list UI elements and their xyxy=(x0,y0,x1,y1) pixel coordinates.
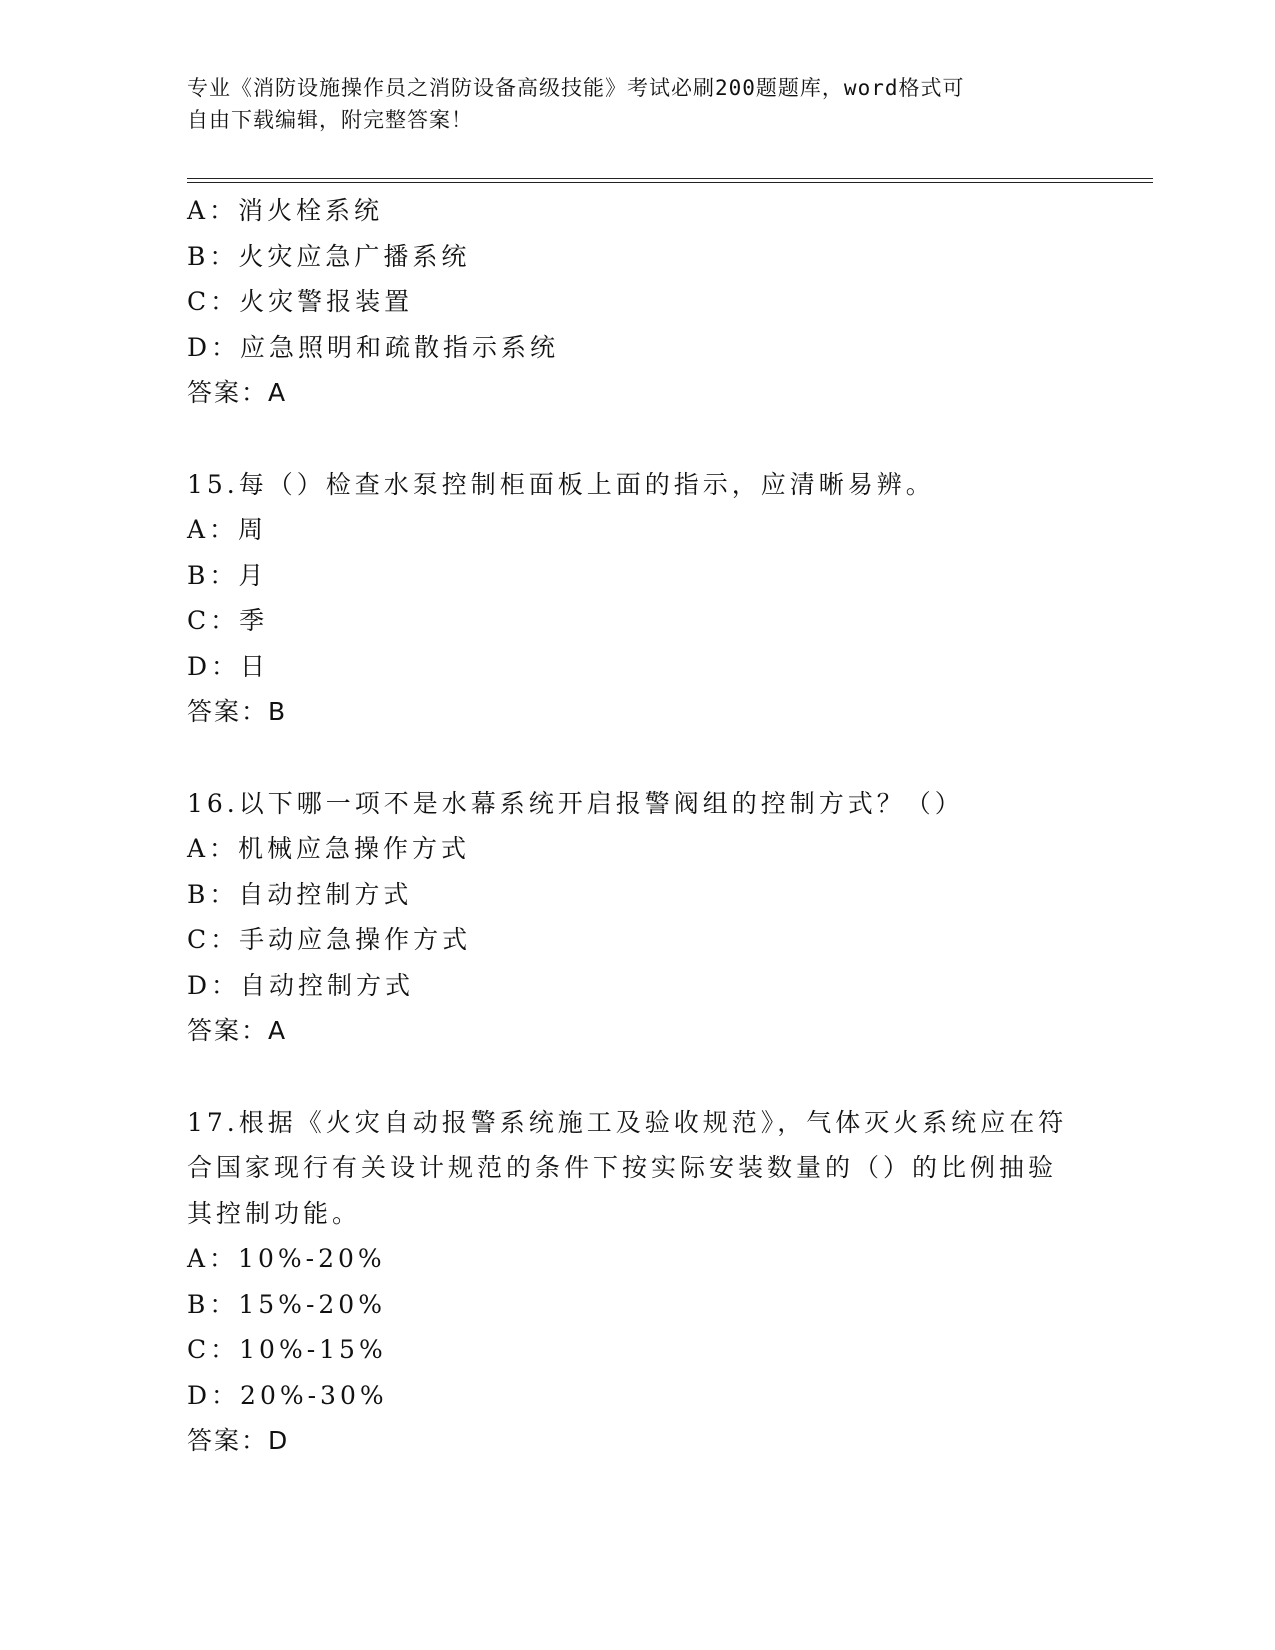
header-line-1: 专业《消防设施操作员之消防设备高级技能》考试必刷200题题库，word格式可 xyxy=(187,76,965,100)
option-d: D：20%-30% xyxy=(187,1380,388,1410)
question-stem-line-3: 其控制功能。 xyxy=(187,1198,362,1228)
answer-line: 答案：D xyxy=(187,1426,290,1455)
option-a: A：机械应急操作方式 xyxy=(187,834,471,863)
option-d: D：自动控制方式 xyxy=(187,970,415,1000)
option-a: A：10%-20% xyxy=(187,1244,386,1273)
question-block-partial xyxy=(187,188,1087,416)
option-c: C：季 xyxy=(187,606,269,635)
option-c: C：手动应急操作方式 xyxy=(187,925,472,954)
header-divider-top xyxy=(187,178,1153,179)
option-d: D：日 xyxy=(187,651,270,681)
question-stem: 15.每（）检查水泵控制柜面板上面的指示，应清晰易辨。 xyxy=(187,469,935,499)
header-divider-bottom xyxy=(187,182,1153,183)
option-a: A：周 xyxy=(187,515,268,544)
answer-line: 答案：A xyxy=(187,1016,288,1045)
question-stem-line-1: 17.根据《火灾自动报警系统施工及验收规范》，气体灭火系统应在符 xyxy=(187,1107,1068,1137)
option-c: C：10%-15% xyxy=(187,1335,387,1364)
header-line-2: 自由下载编辑，附完整答案！ xyxy=(187,108,473,132)
option-b: B：15%-20% xyxy=(187,1289,386,1319)
question-list xyxy=(187,188,1087,1464)
option-c: C：火灾警报装置 xyxy=(187,287,414,316)
question-16 xyxy=(187,781,1087,1054)
option-a: A：消火栓系统 xyxy=(187,196,384,225)
answer-line: 答案：A xyxy=(187,378,288,407)
question-stem: 16.以下哪一项不是水幕系统开启报警阀组的控制方式？（） xyxy=(187,788,964,818)
answer-line: 答案：B xyxy=(187,697,288,726)
question-stem-line-2: 合国家现行有关设计规范的条件下按实际安装数量的（）的比例抽验 xyxy=(187,1153,1058,1182)
option-d: D：应急照明和疏散指示系统 xyxy=(187,332,560,362)
question-15 xyxy=(187,462,1087,735)
option-b: B：火灾应急广播系统 xyxy=(187,241,471,271)
option-b: B：月 xyxy=(187,560,268,590)
document-header xyxy=(187,72,1067,136)
question-17 xyxy=(187,1100,1087,1464)
option-b: B：自动控制方式 xyxy=(187,879,413,909)
